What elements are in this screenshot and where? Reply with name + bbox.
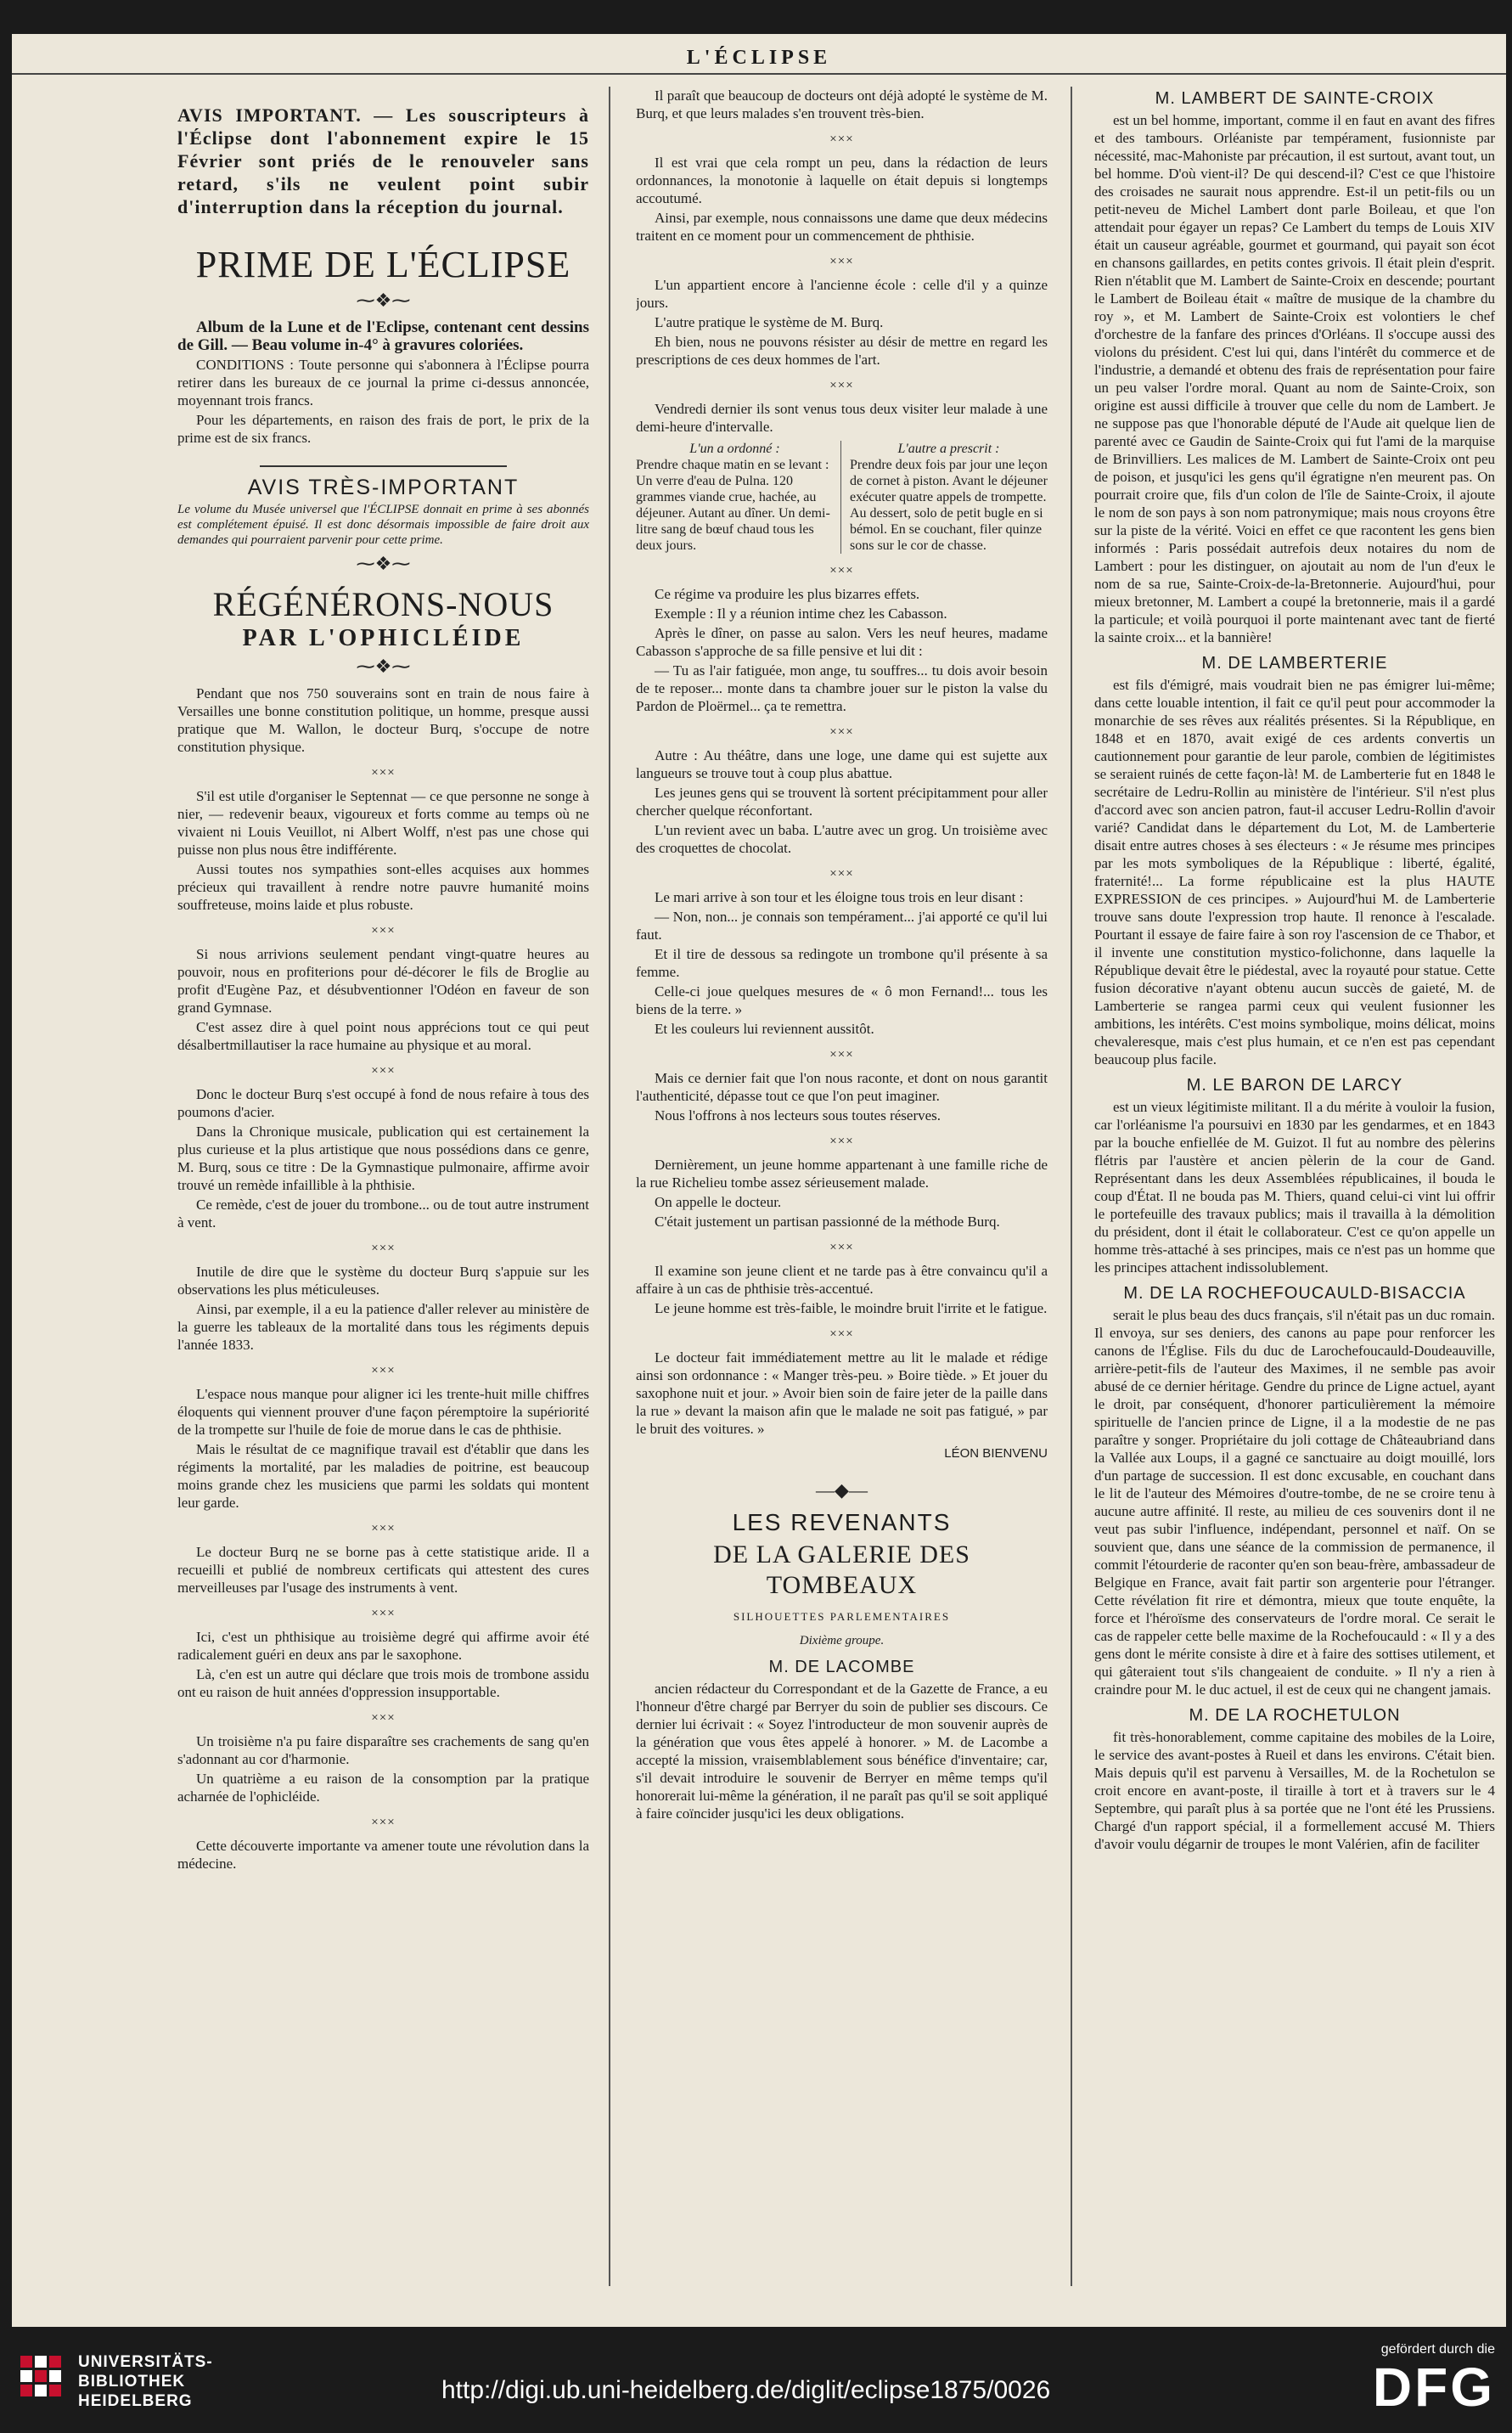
prescription-left-head: L'un a ordonné : [689, 442, 780, 456]
avis-tres-important-title: AVIS TRÈS-IMPORTANT [247, 476, 520, 499]
revenants-title-2: DE LA GALERIE DES TOMBEAUX [713, 1540, 970, 1599]
paragraph: — Non, non... je connais son tempérament... j'ai apporté ce qu'il lui faut. [636, 909, 1048, 943]
library-name-line: HEIDELBERG [78, 2392, 193, 2410]
prime-title: PRIME DE L'ÉCLIPSE [195, 244, 571, 285]
column-rule [1071, 87, 1072, 2286]
section-separator: ××× [829, 867, 854, 881]
article-subtitle: PAR L'OPHICLÉIDE [242, 625, 525, 651]
paragraph: est un bel homme, important, comme il en faut en avant des fifres et des tambours. Orléaniste par tempérament, fusionniste par nécessité, mac-Mahoniste par précaution, il est surtout, avant tout, un bel homme. D'où vient-il? De qui descend-il? C'est ce que l'histoire des croisades ne saurait nous apprendre. Est-il un petit-fils ou un petit-neveu de Michel Lambert dont parle Boileau, et que l'on attendait pour égayer un repas? Ce Lambert du temps de Louis XIV était un causeur agréable, gourmet et gourmand, qui payait son écot en chansons gaillardes, en petits contes grivois. Il était plein d'esprit. Rien n'établit que M. Lambert de Sainte-Croix en descende; pourtant le Lambert de Boileau était « maître de musique de la chambre du roy », et M. Lambert de Sainte-Croix est volontiers le chef d'orchestre de la fanfare des princes d'Orléans. Il s'occupe aussi des violons du président. C'est lui qui, dans l'intérêt du commerce et de l'industrie, a demandé et obtenu des frais de représentation pour faire un peu valser l'ordre moral. Quant au nom de Sainte-Croix, son origine est aussi difficile à trouver que celle du nom de Lambert. Je ne suppose pas que l'honorable député de l'Aude ait quelque lien de parenté avec ce Gaudin de Sainte-Croix qui fut l'ami de la marquise de Brinvilliers. Les malices de M. Lambert de Sainte-Croix ont peu de poison, et jusqu'ici les gens qu'il égratigne n'en meurent pas. On pourrait croire que, fils d'un colon de l'île de Sainte-Croix, il ajoute le nom de son pays à son nom patronymique; mais nous croyons être sur la piste de la vérité. Voici en effet ce que racontent les gens bien informés : Paris possédait autrefois deux notaires du nom de Lambert : pour les distinguer, on ajoutait au nom de l'un d'eux le nom de sa rue, Sainte-Croix-de-la-Bretonnerie. Aujourd'hui, pour mieux bretonner, M. Lambert a coupé la bretonnerie, mais il a gardé la particule; et voilà pourquoi il porte maintenant avec tant de fierté la sainte croix... et la bannière! [1094, 112, 1495, 645]
paragraph: Le jeune homme est très-faible, le moindre bruit l'irrite et le fatigue. [655, 1300, 1048, 1316]
viewer-footer [0, 2327, 1512, 2433]
paragraph: L'un revient avec un baba. L'autre avec un grog. Un troisième avec des croquettes de chocolat. [636, 822, 1048, 856]
paragraph: Le docteur fait immédiatement mettre au lit le malade et rédige ainsi son ordonnance : « Manger très-peu. » Boire tiède. » Et jouer du saxophone nuit et jour. » Avoir bien soin de faire jeter de la paille dans la rue » devant la maison afin que le malade ne soit pas fatigué, » par le bruit des voitures. » [636, 1349, 1048, 1437]
section-separator: ××× [371, 1522, 396, 1535]
section-heading: M. DE LA ROCHEFOUCAULD-BISACCIA [1123, 1284, 1466, 1303]
section-heading: M. LAMBERT DE SAINTE-CROIX [1155, 89, 1435, 108]
column-1 [177, 87, 589, 2295]
section-separator: ××× [829, 564, 854, 577]
section-separator: ××× [829, 132, 854, 146]
paragraph: Ce remède, c'est de jouer du trombone... ou de tout autre instrument à vent. [177, 1197, 589, 1231]
section-separator: ××× [829, 1048, 854, 1062]
section-heading: M. DE LACOMBE [768, 1658, 915, 1676]
university-library-logo-icon [17, 2352, 65, 2400]
ornament-divider: ⁓❖⁓ [356, 290, 411, 311]
section-heading: M. LE BARON DE LARCY [1186, 1076, 1403, 1095]
paragraph: Ici, c'est un phthisique au troisième degré qui affirme avoir été radicalement guéri en deux ans par le saxophone. [177, 1629, 589, 1663]
paragraph: Inutile de dire que le système du docteur Burq s'appuie sur les observations les plus méticuleuses. [177, 1264, 589, 1298]
subscription-notice: AVIS IMPORTANT. — Les souscripteurs à l'Éclipse dont l'abonnement expire le 15 Février sont priés de le renouveler sans retard, s'ils ne veulent point subir d'interruption dans la réception du journal. [177, 104, 589, 217]
masthead: L'ÉCLIPSE [12, 42, 1506, 75]
paragraph: Ainsi, par exemple, nous connaissons une dame que deux médecins traitent en ce moment pour un commencement de phthisie. [636, 210, 1048, 244]
paragraph: Donc le docteur Burq s'est occupé à fond de nous refaire à tous des poumons d'acier. [177, 1086, 589, 1120]
ornament-divider: ⁓❖⁓ [356, 656, 411, 677]
paragraph: Autre : Au théâtre, dans une loge, une dame qui est sujette aux langueurs se trouve tout à coup plus abattue. [636, 747, 1048, 781]
library-name [78, 2352, 213, 2411]
paragraph: On appelle le docteur. [655, 1194, 782, 1210]
section-heading: M. DE LAMBERTERIE [1201, 654, 1388, 673]
divider [260, 465, 507, 467]
section-separator: ××× [371, 1364, 396, 1377]
paragraph: Nous l'offrons à nos lecteurs sous toutes réserves. [655, 1107, 941, 1124]
paragraph: Cette découverte importante va amener toute une révolution dans la médecine. [177, 1838, 589, 1872]
paragraph: Celle-ci joue quelques mesures de « ô mon Fernand!... tous les biens de la terre. » [636, 983, 1048, 1017]
section-separator: ××× [829, 1327, 854, 1341]
paragraph: Eh bien, nous ne pouvons résister au désir de mettre en regard les prescriptions de ces deux hommes de l'art. [636, 334, 1048, 368]
ornament-divider: ⁓❖⁓ [356, 553, 411, 574]
section-separator: ××× [371, 766, 396, 780]
paragraph: Si nous arrivions seulement pendant vingt-quatre heures au pouvoir, nous en profiterions pour dé-décorer le fils de Broglie au profit d'Eugène Paz, et désubventionner l'Odéon en faveur de son grand Gymnase. [177, 946, 589, 1016]
library-name-line: BIBLIOTHEK [78, 2373, 186, 2391]
paragraph: C'était justement un partisan passionné de la méthode Burq. [655, 1214, 1000, 1230]
paragraph: est un vieux légitimiste militant. Il a du mérite à vouloir la fusion, car l'orléanisme l'a poursuivi en 1830 par les gendarmes, et en 1843 par la bouche enfiellée de M. Guizot. Il fut au nombre des pèlerins flétris par l'austère et ancien pèlerin de la cour de Gand. Représentant dans les deux Assemblées républicaines, il bouda le coup d'État. Il ne bouda pas M. Thiers, quand celui-ci vint lui offrir le portefeuille des travaux publics; mais il travailla à la démolition du président, dont il était le collaborateur. C'est ce qu'on appelle un homme très-attaché à ses principes, mais ce n'est pas un homme que les principes attachent indissolublement. [1094, 1099, 1495, 1276]
section-separator: ××× [829, 1135, 854, 1148]
paragraph: Ce régime va produire les plus bizarres effets. [655, 586, 920, 602]
prescriptions-table [636, 441, 1048, 554]
paragraph: serait le plus beau des ducs français, s'il n'était pas un duc romain. Il envoya, sur ses deniers, des canons au pape pour renforcer les canons de l'Église. Fils du duc de Larochefoucauld-Doudeauville, arrière-petit-fils de l'auteur des Maximes, il ne semble pas avoir abusé de ce dernier héritage. Gendre du prince de Ligne actuel, ayant le droit, par conséquent, d'honorer particulièrement la mémoire spirituelle de l'ancien prince de Ligne, il a la modestie de ne pas paraître y songer. Propriétaire du joli cottage de Châteaubriand dans la Vallée aux Loups, il a gagné ce sanctuaire au doigt mouillé, lors d'un partage de succession. Il est donc excusable, en couchant dans le lit de l'auteur des Mémoires d'outre-tombe, de ne se croire tenu à aucune autre affinité. Il reste, au milieu de ces souvenirs dont il ne veut pas subir l'influence, indépendant, personnel et naïf. On se souvient que, dans une séance de la commission de permanence, il commit l'étourderie de raconter qu'en son beau-frère, ambassadeur de Belgique en France, avait fait partir son argenterie pour l'étranger. Cette révélation fit rire et démontra, mieux que toute enquête, la force et l'héroïsme des conservateurs de l'ordre moral. Ce serait le cas de rappeler cette belle maxime de la Rochefoucauld : « Il y a des gens dont le mérite consiste à dire et à faire des sottises utilement, et qui gâteraient tout s'ils changeaient de conduite. » Il n'y a rien à craindre pour M. le duc actuel, il est de ceux qui ne changent jamais. [1094, 1307, 1495, 1698]
section-separator: ××× [829, 1241, 854, 1254]
paragraph: Là, c'en est un autre qui déclare que trois mois de trombone assidu ont eu raison de huit années d'oppression insupportable. [177, 1666, 589, 1700]
paragraph: Les jeunes gens qui se trouvent là sortent précipitamment pour aller chercher quelque réconfortant. [636, 785, 1048, 819]
prescription-right-head: L'autre a prescrit : [897, 442, 1000, 456]
paragraph: ancien rédacteur du Correspondant et de la Gazette de France, a eu l'honneur d'être chargé par Berryer du soin de publier ses discours. Ce dernier lui écrivait : « Soyez l'introducteur de mon souvenir auprès de la génération que vous êtes appelé à honorer. » M. de Lacombe a accepté la mission, vraisemblablement sous bénéfice d'inventaire; car, s'il devait introduire le souvenir de Berryer en même temps qu'il honorerait lui-même la génération, il ne paraît pas qu'il se soit appliqué à faire coïncider jusqu'ici les deux obligations. [636, 1681, 1048, 1822]
departements-text: Pour les départements, en raison des frais de port, le prix de la prime est de six francs. [177, 412, 589, 446]
section-separator: ××× [371, 1816, 396, 1829]
paragraph: Et les couleurs lui reviennent aussitôt. [655, 1021, 874, 1037]
paragraph: Exemple : Il y a réunion intime chez les Cabasson. [655, 605, 947, 622]
paragraph: Aussi toutes nos sympathies sont-elles acquises aux hommes précieux qui travaillent à rendre notre pauvre humanité moins souffreteuse, moins laide et plus robuste. [177, 861, 589, 913]
prescription-left [636, 441, 841, 554]
paragraph: C'est assez dire à quel point nous apprécions tout ce qui peut désalbertmillautiser la race humaine au physique et au moral. [177, 1019, 589, 1053]
funded-by-text: gefördert durch die [1380, 2342, 1495, 2357]
column-3 [1094, 87, 1495, 2295]
paragraph: Après le dîner, on passe au salon. Vers les neuf heures, madame Cabasson s'approche de sa fille pensive et lui dit : [636, 625, 1048, 659]
prescription-right [850, 441, 1048, 554]
section-separator: ××× [829, 255, 854, 268]
dfg-logo: DFG [1372, 2357, 1495, 2418]
paragraph: Et il tire de dessous sa redingote un trombone qu'il présente à sa femme. [636, 946, 1048, 980]
paragraph: Mais le résultat de ce magnifique travail est d'établir que dans les régiments la mortalité, par les maladies de poitrine, est beaucoup moins grande chez les musiciens que parmi les soldats qui montent leur garde. [177, 1441, 589, 1511]
prescription-right-text: Prendre deux fois par jour une leçon de cornet à piston. Avant le déjeuner exécuter quatre appels de trompette. Au dessert, solo de petit bugle en si bémol. En se couchant, filer quinze sons sur le cor de chasse. [850, 458, 1048, 553]
paragraph: est fils d'émigré, mais voudrait bien ne pas émigrer lui-même; dans cette louable intention, il fait ce qu'il peut pour accommoder la monarchie de ses rêves aux réalités présentes. Si la République, en 1848 et en 1870, avait exigé de ces ardents convertis un cautionnement pour garantie de leur parole, combien de légitimistes se seraient ruinés de cette façon-là! M. de Lamberterie fut en 1848 le secrétaire de Ledru-Rollin au ministère de l'intérieur. S'il n'est plus d'accord avec son ancien patron, faut-il accuser Ledru-Rollin d'avoir varié? Candidat dans le département du Lot, M. de Lamberterie disait entre autres choses à ses électeurs : « Je résume mes principes par les mots symboliques de la République : liberté, égalité, fraternité!... La forme républicaine est la plus HAUTE EXPRESSION de ces principes. » Aujourd'hui M. de Lamberterie trouve sans doute l'expression trop haute. Il renonce à l'escalade. Pourtant il essaye de faire faire à son roy l'ascension de ce Thabor, et il invente une constitution mystico-folichonne, dans laquelle la République devait être le piédestal, avec la royauté pour statue. Cette fusion décorative n'ayant obtenu aucun succès de gaieté, M. de Lamberterie se rangea parmi ceux qui veulent fusionner les ambitions, les intérêts. C'est moins symbolique, moins délicat, moins chevaleresque, mais c'est plus humain, et ce n'en est pas cependant beaucoup plus facile. [1094, 677, 1495, 1067]
library-name-line: UNIVERSITÄTS- [78, 2353, 213, 2371]
paragraph: Dans la Chronique musicale, publication qui est certainement la plus curieuse et la plus artistique que nous possédions dans ce genre, M. Burq, sous ce titre : De la Gymnastique pulmonaire, affirme avoir trouvé un remède infaillible à la phthisie. [177, 1124, 589, 1193]
section-separator: ××× [371, 1711, 396, 1725]
funding-credit [1373, 2342, 1495, 2417]
section-separator: ××× [371, 1607, 396, 1620]
column-2 [636, 87, 1048, 2295]
article-title: RÉGÉNÉRONS-NOUS [212, 585, 554, 623]
paragraph: Ainsi, par exemple, il a eu la patience d'aller relever au ministère de la guerre les tableaux de la mortalité dans tous les régiments depuis l'année 1833. [177, 1301, 589, 1353]
section-separator: ××× [371, 924, 396, 938]
album-description: Album de la Lune et de l'Eclipse, contenant cent dessins de Gill. — Beau volume in-4° à gravures coloriées. [177, 318, 589, 354]
paragraph: Dernièrement, un jeune homme appartenant à une famille riche de la rue Richelieu tombe assez sérieusement malade. [636, 1157, 1048, 1191]
paragraph: Vendredi dernier ils sont venus tous deux visiter leur malade à une demi-heure d'intervalle. [636, 401, 1048, 435]
prescription-left-text: Prendre chaque matin en se levant : Un verre d'eau de Pulna. 120 grammes viande crue, hachée, au déjeuner. Autant au dîner. Un demi-litre sang de bœuf chaud tous les deux jours. [636, 458, 830, 553]
paragraph: L'autre pratique le système de M. Burq. [655, 314, 884, 330]
paragraph: Il examine son jeune client et ne tarde pas à être convaincu qu'il a affaire à un cas de phthisie très-accentué. [636, 1263, 1048, 1297]
paragraph: Le docteur Burq ne se borne pas à cette statistique aride. Il a recueilli et publié de nombreux certificats qui attestent des cures merveilleuses par l'usage des instruments à vent. [177, 1544, 589, 1596]
paragraph: S'il est utile d'organiser le Septennat — ce que personne ne songe à nier, — redevenir beaux, vigoureux et forts comme au temps où ne vivaient ni Louis Veuillot, ni Albert Wolff, n'est pas une chose qui puisse non plus nous être indifférente. [177, 788, 589, 858]
paragraph: Il paraît que beaucoup de docteurs ont déjà adopté le système de M. Burq, et que leurs malades s'en trouvent très-bien. [636, 87, 1048, 121]
revenants-group: Dixième groupe. [799, 1634, 885, 1647]
avis-tres-important-text: Le volume du Musée universel que l'ÉCLIPSE donnait en prime à ses abonnés est complétement épuisé. Il est donc désormais impossible de faire droit aux demandes qui pourraient parvenir pour cette prime. [177, 503, 589, 547]
paragraph: Mais ce dernier fait que l'on nous raconte, et dont on nous garantit l'authenticité, dépasse tout ce que l'on peut imaginer. [636, 1070, 1048, 1104]
revenants-subtitle: SILHOUETTES PARLEMENTAIRES [733, 1610, 951, 1623]
paragraph: Il est vrai que cela rompt un peu, dans la rédaction de leurs ordonnances, la monotonie à laquelle on était depuis si longtemps accoutumé. [636, 155, 1048, 206]
source-url-link[interactable]: http://digi.ub.uni-heidelberg.de/diglit/eclipse1875/0026 [441, 2376, 1051, 2404]
ornament-divider: —◆— [816, 1479, 868, 1501]
conditions-text: CONDITIONS : Toute personne qui s'abonnera à l'Éclipse pourra retirer dans les bureaux de ce journal la prime ci-dessus annoncée, moyennant trois francs. [177, 357, 589, 408]
paragraph: Pendant que nos 750 souverains sont en train de nous faire à Versailles une bonne constitution politique, un homme, presque aussi pratique que M. Wallon, le docteur Burq, s'occupe de notre constitution physique. [177, 685, 589, 755]
column-rule [609, 87, 610, 2286]
section-separator: ××× [371, 1064, 396, 1078]
paragraph: Un troisième n'a pu faire disparaître ses crachements de sang qu'en s'adonnant au cor d'harmonie. [177, 1733, 589, 1767]
paragraph: Le mari arrive à son tour et les éloigne tous trois en leur disant : [655, 889, 1024, 905]
section-separator: ××× [371, 1242, 396, 1255]
author-signature: LÉON BIENVENU [944, 1446, 1048, 1461]
paragraph: fit très-honorablement, comme capitaine des mobiles de la Loire, le service des avant-postes à Rueil et dans les environs. C'était bien. Mais depuis qu'il est parvenu à Versailles, M. de la Rochetulon se croit encore en avant-poste, il tiraille à tort et à travers sur le 4 Septembre, qui paraît plus à sa portée que ne l'ont été les Prussiens. Chargé d'un rapport spécial, il a formellement accusé M. Thiers d'avoir voulu dégarnir de troupes le mont Valérien, afin de faciliter [1094, 1729, 1495, 1852]
section-separator: ××× [829, 725, 854, 739]
paragraph: — Tu as l'air fatiguée, mon ange, tu souffres... tu dois avoir besoin de te reposer... monte dans ta chambre jouer sur le piston la valse du Pardon de Ploërmel... ça te remettra. [636, 662, 1048, 714]
newspaper-page [12, 34, 1506, 2327]
paragraph: Un quatrième a eu raison de la consomption par la pratique acharnée de l'ophicléide. [177, 1771, 589, 1805]
revenants-title: LES REVENANTS [732, 1509, 952, 1535]
paragraph: L'espace nous manque pour aligner ici les trente-huit mille chiffres éloquents qui viennent prouver d'une façon péremptoire la supériorité de la trompette sur l'huile de foie de morue dans le cas de phthisie. [177, 1386, 589, 1438]
section-separator: ××× [829, 379, 854, 392]
paragraph: L'un appartient encore à l'ancienne école : celle d'il y a quinze jours. [636, 277, 1048, 311]
section-heading: M. DE LA ROCHETULON [1189, 1706, 1401, 1725]
